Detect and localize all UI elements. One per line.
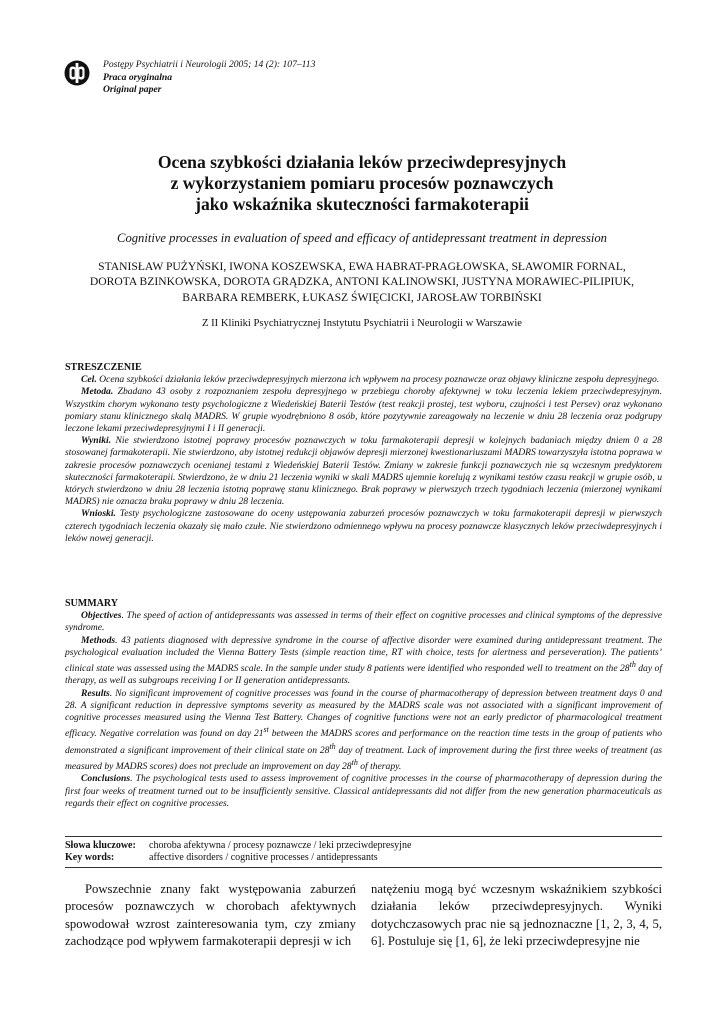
methods-text-cont: day of therapy, as well as subgroups receiving I or II generation antidepressants.	[65, 663, 662, 687]
keywords-en	[65, 852, 662, 864]
paper-type-en: Original paper	[103, 84, 162, 96]
results-superscript-1: st	[263, 725, 269, 735]
objectives-label: Objectives	[81, 610, 122, 622]
authors-line-1: STANISŁAW PUŻYŃSKI, IWONA KOSZEWSKA, EWA HABRAT-PRAGŁOWSKA, SŁAWOMIR FORNAL,	[98, 260, 626, 273]
abstract-en-conclusions	[65, 773, 662, 810]
body-column-right	[371, 881, 662, 950]
journal-emblem-icon	[64, 60, 90, 86]
keywords-en-text: affective disorders / cognitive processes / antidepressants	[149, 852, 378, 863]
abstract-en-methods	[65, 635, 662, 688]
abstract-en	[65, 598, 662, 810]
abstract-en-results	[65, 688, 662, 774]
keywords-en-label: Key words:	[65, 852, 115, 863]
methods-label: Methods	[81, 634, 116, 646]
affiliation: Z II Kliniki Psychiatrycznej Instytutu Psychiatrii i Neurologii w Warszawie	[202, 318, 522, 329]
journal-citation: Postępy Psychiatrii i Neurologii 2005; 14 (2): 107–113	[103, 59, 316, 70]
results-text-en-2: between the MADRS scores and performance on the reaction time tests in the group of patients who demonstrated a significant improvement of their clinical state on 28	[65, 728, 662, 756]
keywords-pl-text: choroba afektywna / procesy poznawcze / leki przeciwdepresyjne	[149, 840, 412, 851]
results-text-en-4: of therapy.	[357, 761, 402, 773]
keywords-bottom-rule	[65, 867, 662, 868]
conclusions-text-pl: Testy psychologiczne zastosowane do oceny ustępowania zaburzeń procesów poznawczych w toku farmakoterapii depresji w pierwszych czterech tygodniach leczenia okazały się mało czułe. Nie stwierdzono odmiennego wpływu na procesy poznawcze klasycznych leków przeciwdepresyjnych i leków nowej generacji.	[65, 508, 662, 544]
author-list	[0, 259, 724, 305]
keywords-top-rule	[65, 836, 662, 837]
keywords-pl	[65, 840, 662, 852]
authors-line-2: DOROTA BZINKOWSKA, DOROTA GRĄDZKA, ANTONI KALINOWSKI, JUSTYNA MORAWIEC-PILIPIUK,	[89, 275, 635, 289]
title-line-3: jako wskaźnika skuteczności farmakoterapii	[195, 194, 529, 214]
keywords-pl-label: Słowa kluczowe:	[65, 840, 136, 851]
journal-header	[103, 59, 315, 97]
methods-text: . 43 patients diagnosed with depressive syndrome in the course of affective disorder were examined during antidepressant treatment. The psychological evaluation included the Vienna Battery Tests (simple reaction time, RT with choice, tests for alertness and perseveration). The patients’ clinical state was assessed using the MADRS scale. In the sample under study 8 patients were identified who responded well to treatment on the 28	[65, 634, 662, 675]
abstract-pl-conclusions	[65, 508, 662, 545]
results-text-pl: Nie stwierdzono istotnej poprawy procesów poznawczych w toku farmakoterapii depresji w kolejnych badaniach między dniem 0 a 28 stosowanej farmakoterapii. Nie stwierdzono, aby istotnej redukcji objawów depresji mierzonej kwestionariuszami MADRS towarzyszyła istotna poprawa w zakresie procesów poznawczych ocenianej testami z Wiedeńskiej Baterii Testów. Zmiany w zakresie funkcji poznawczych nie są wczesnym predyktorem skuteczności farmakoterapii. Stwierdzono, że w dniu 21 leczenia wyniki w skali MADRS ujemnie korelują z wynikami testów czasu reakcji w grupie osób, u których stwierdzono w dniu 28 leczenia istotną poprawę stanu klinicznego. Brak poprawy w pierwszych trzech tygodniach leczenia (mierzonej wynikami MADRS) nie oznacza braku poprawy w dniu 28 leczenia.	[65, 435, 662, 508]
method-label: Metoda.	[81, 386, 114, 398]
body-paragraph-cont: natężeniu mogą być wczesnym wskaźnikiem szybkości działania leków przeciwdepresyjnych. Wyniki dotychczasowych prac nie są jednoznaczne [1, 2, 3, 4, 5, 6]. Postuluje się [1, 6], że leki przeciwdepresyjne nie	[371, 882, 662, 948]
aim-text: Ocena szybkości działania leków przeciwdepresyjnych mierzona ich wpływem na procesy poznawcze oraz objawy kliniczne zespołu depresyjnego.	[96, 374, 660, 386]
paper-type-pl: Praca oryginalna	[103, 71, 173, 83]
results-label-en: Results	[81, 687, 110, 699]
method-text: Zbadano 43 osoby z rozpoznaniem zespołu depresyjnego w przebiegu choroby afektywnej w toku leczenia lekiem przeciwdepresyjnym. Wszystkim chorym wykonano testy psychologiczne z Wiedeńskiej Baterii Testów (test reakcji prostej, test wyboru, czujności i test Persev) oraz wykonano pomiary stanu klinicznego skalą MADRS. W grupie wyodrębniono 8 osób, które pozytywnie zareagowały na leczenie w dniu 28 leczenia oraz podgrupy leczone lekami przeciwdepresyjnymi I i II generacji.	[65, 386, 662, 435]
aim-label: Cel.	[81, 374, 97, 386]
english-title: Cognitive processes in evaluation of speed and efficacy of antidepressant treatment in depression	[117, 231, 607, 245]
article-title	[0, 152, 724, 215]
conclusions-text-en: . The psychological tests used to assess improvement of cognitive processes in the course of pharmacotherapy of depression during the first four weeks of treatment turned out to be insufficiently sensitive. Classical antidepressants did not differ from the new generation pharmaceuticals as regards their effect on cognitive processes.	[65, 773, 662, 809]
results-text-en-3: day of treatment. Lack of improvement during the first three weeks of treatment (as measured by MADRS scores) does not preclude an improvement on day 28	[65, 744, 662, 773]
results-text-en: . No significant improvement of cognitive processes was found in the course of pharmacotherapy of depression between treatment days 0 and 28. A significant reduction in depressive symptoms severity as measured by the MADRS scale was not associated with a significant improvement of cognitive processes measured using the Vienna Test Battery. Changes of cognitive functions were not an early predictor of pharmacological treatment efficacy. Negative correlation was found on day 21	[65, 687, 662, 740]
results-superscript-2: th	[329, 741, 336, 751]
body-column-left	[65, 881, 356, 950]
abstract-pl	[65, 362, 662, 545]
conclusions-label-en: Conclusions	[81, 773, 131, 785]
abstract-en-heading: SUMMARY	[65, 598, 118, 609]
results-superscript-3: th	[351, 758, 358, 767]
body-paragraph: Powszechnie znany fakt występowania zaburzeń procesów poznawczych w chorobach afektywnych spowodował wzrost zainteresowania tym, czy zmiany zachodzące pod wpływem farmakoterapii depresji w ich	[65, 882, 356, 948]
title-line-1: Ocena szybkości działania leków przeciwdepresyjnych	[157, 152, 567, 172]
abstract-pl-results	[65, 435, 662, 508]
abstract-en-objectives	[65, 610, 662, 634]
abstract-pl-method	[65, 386, 662, 435]
abstract-pl-heading: STRESZCZENIE	[65, 362, 142, 373]
conclusions-label-pl: Wnioski.	[81, 508, 116, 520]
title-line-2: z wykorzystaniem pomiaru procesów poznawczych	[170, 173, 554, 193]
results-label-pl: Wyniki.	[81, 435, 112, 447]
methods-superscript: th	[629, 660, 636, 670]
objectives-text: . The speed of action of antidepressants was assessed in terms of their effect on cognitive processes and clinical symptoms of the depressive syndrome.	[65, 610, 662, 634]
abstract-pl-aim	[65, 374, 662, 386]
authors-line-3: BARBARA REMBERK, ŁUKASZ ŚWIĘCICKI, JAROSŁAW TORBIŃSKI	[182, 290, 542, 304]
